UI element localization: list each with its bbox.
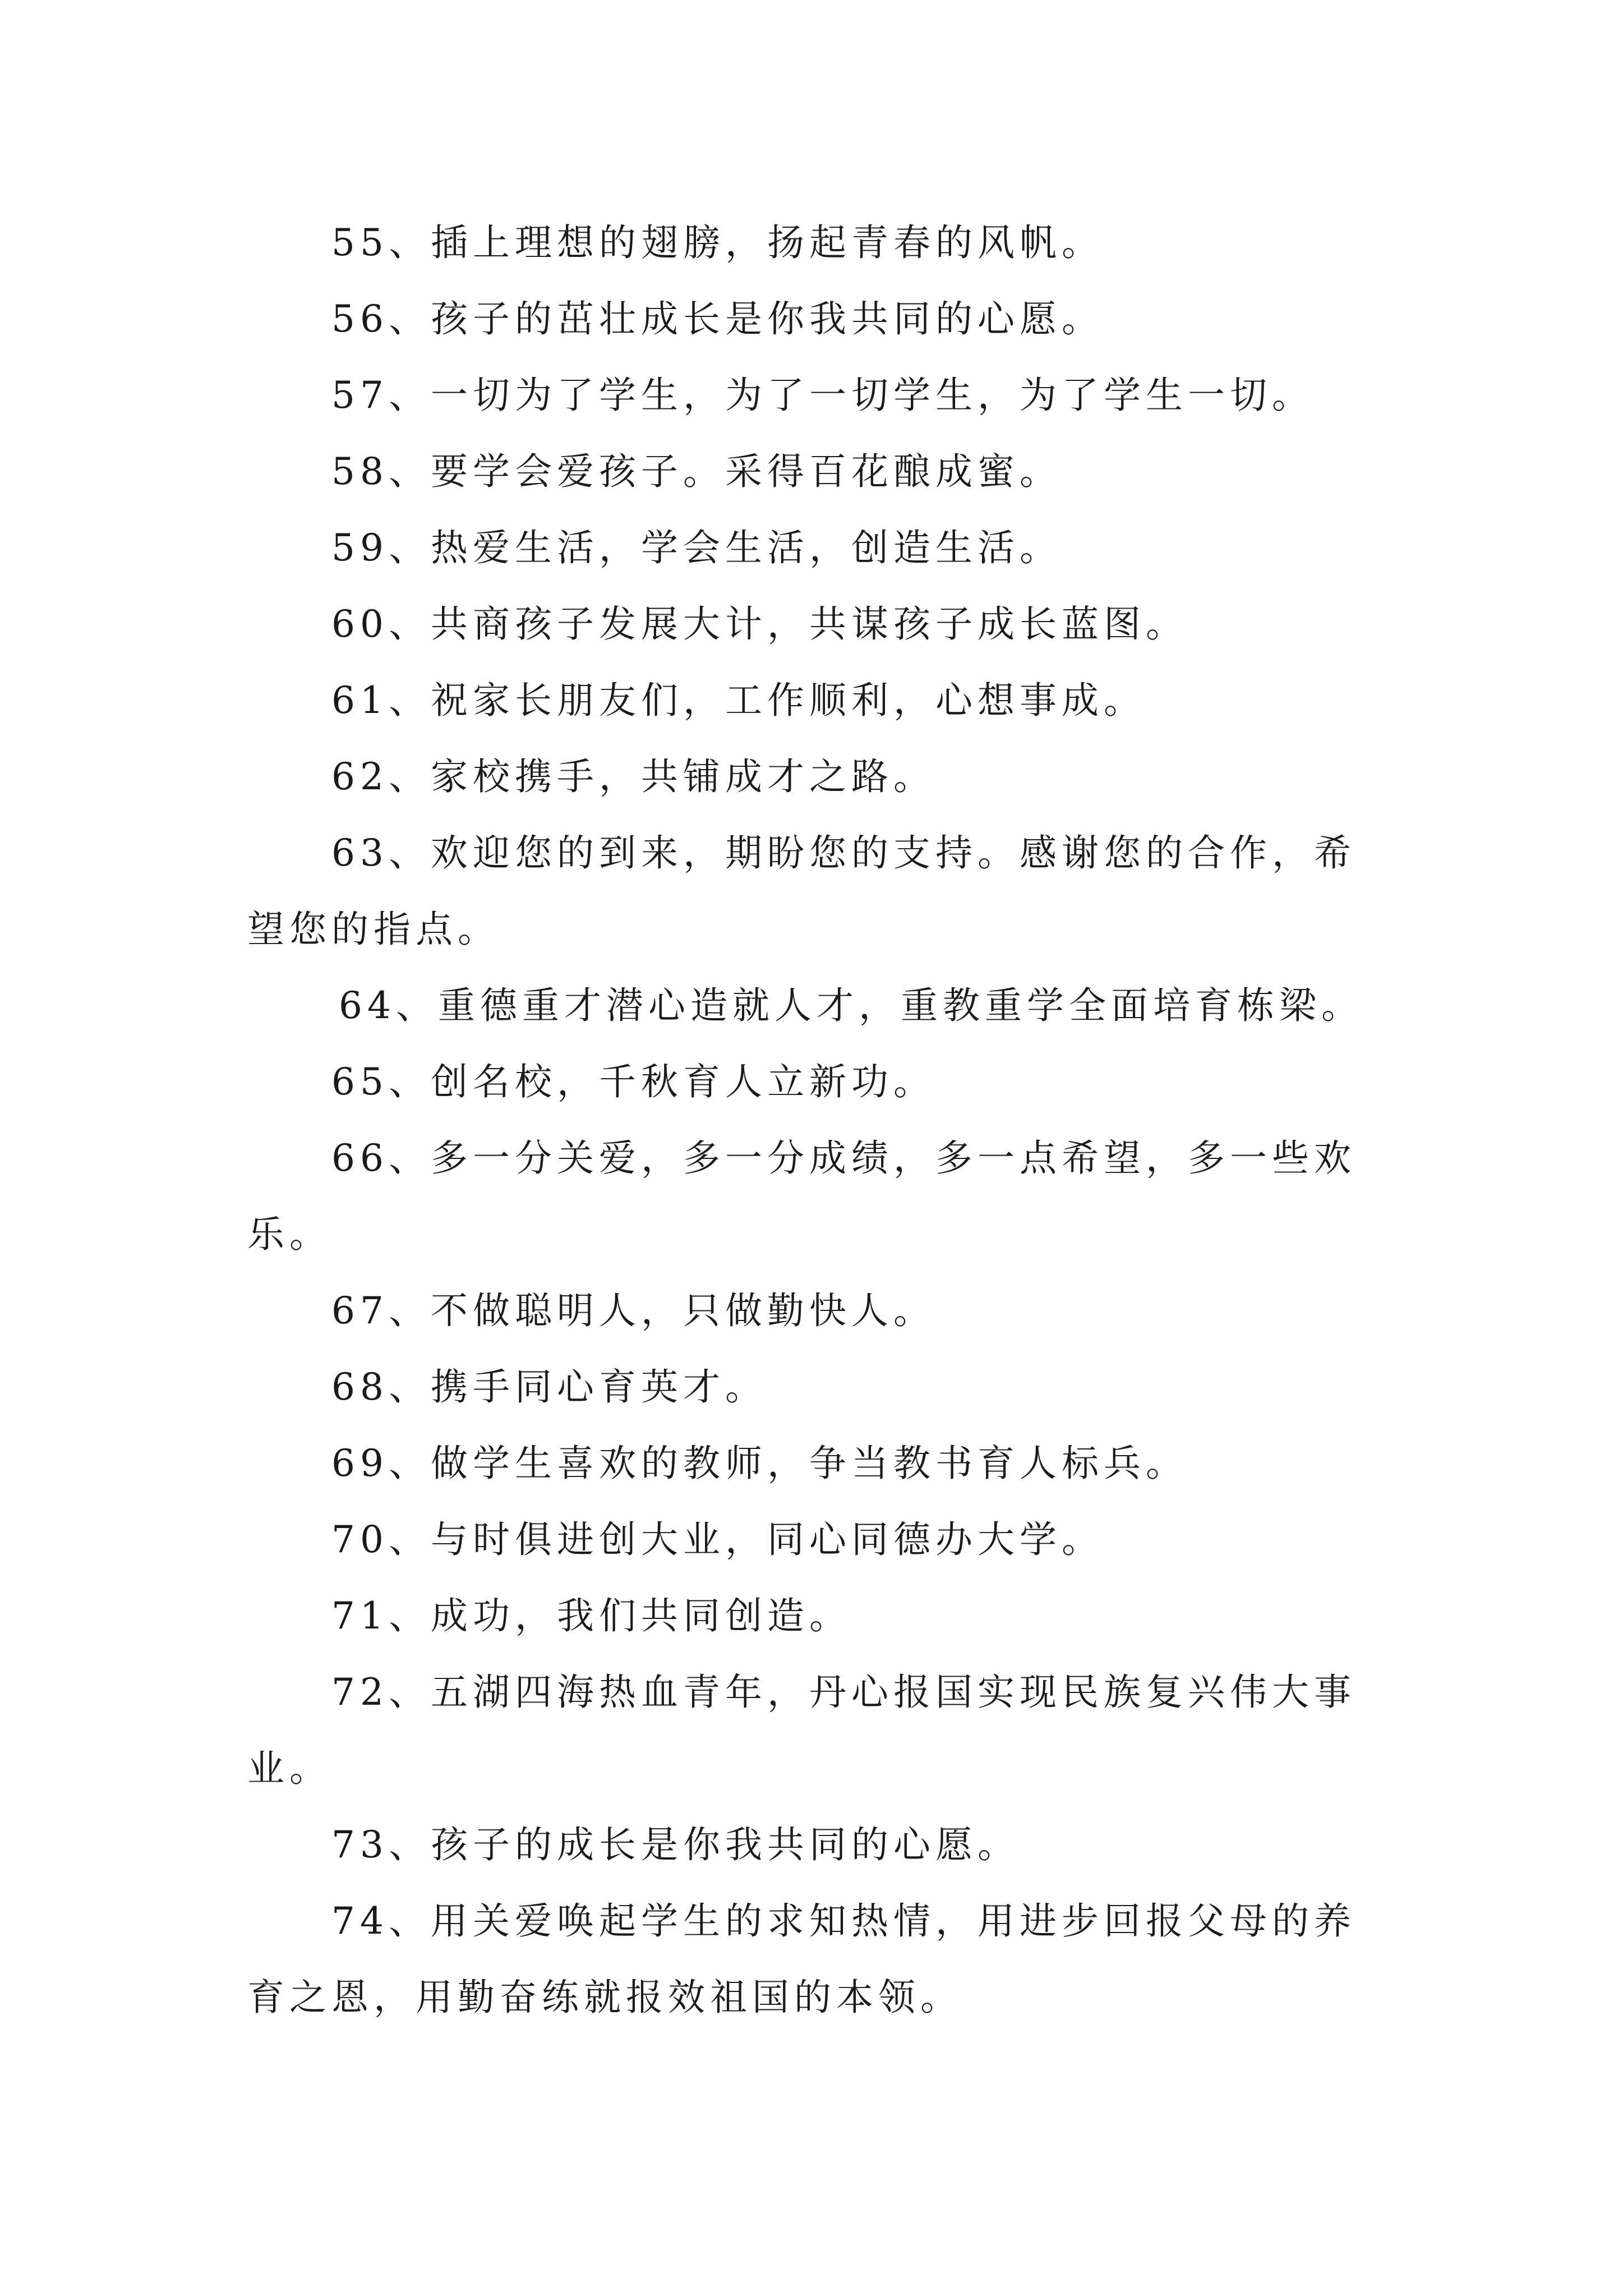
paragraph-70: 70、与时俱进创大业，同心同德办大学。 xyxy=(331,1518,1104,1561)
paragraph-72: 72、五湖四海热血青年，丹心报国实现民族复兴伟大事业。 xyxy=(247,1671,1356,1790)
paragraph-55: 55、插上理想的翅膀，扬起青春的风帆。 xyxy=(331,221,1104,264)
paragraph-67: 67、不做聪明人，只做勤快人。 xyxy=(331,1289,935,1332)
paragraph-66: 66、多一分关爱，多一分成绩，多一点希望，多一些欢乐。 xyxy=(247,1137,1356,1256)
paragraph-57: 57、一切为了学生，为了一切学生，为了学生一切。 xyxy=(331,374,1314,417)
paragraph-61: 61、祝家长朋友们，工作顺利，心想事成。 xyxy=(331,679,1146,722)
paragraph-68: 68、携手同心育英才。 xyxy=(331,1365,767,1409)
paragraph-73: 73、孩子的成长是你我共同的心愿。 xyxy=(331,1823,1020,1866)
paragraph-69: 69、做学生喜欢的教师，争当教书育人标兵。 xyxy=(331,1442,1188,1485)
paragraph-56: 56、孩子的茁壮成长是你我共同的心愿。 xyxy=(331,297,1104,341)
paragraph-62: 62、家校携手，共铺成才之路。 xyxy=(331,755,935,798)
paragraph-64: 64、重德重才潜心造就人才，重教重学全面培育栋梁。 xyxy=(339,984,1363,1027)
paragraph-74: 74、用关爱唤起学生的求知热情，用进步回报父母的养育之恩，用勤奋练就报效祖国的本领。 xyxy=(247,1899,1356,2019)
paragraph-63: 63、欢迎您的到来，期盼您的支持。感谢您的合作，希望您的指点。 xyxy=(247,831,1356,951)
paragraph-58: 58、要学会爱孩子。采得百花酿成蜜。 xyxy=(331,450,1062,493)
document-body xyxy=(247,205,1397,2036)
paragraph-65: 65、创名校，千秋育人立新功。 xyxy=(331,1060,935,1103)
paragraph-59: 59、热爱生活，学会生活，创造生活。 xyxy=(331,526,1062,569)
paragraph-71: 71、成功，我们共同创造。 xyxy=(331,1594,851,1637)
paragraph-60: 60、共商孩子发展大计，共谋孩子成长蓝图。 xyxy=(331,602,1188,646)
